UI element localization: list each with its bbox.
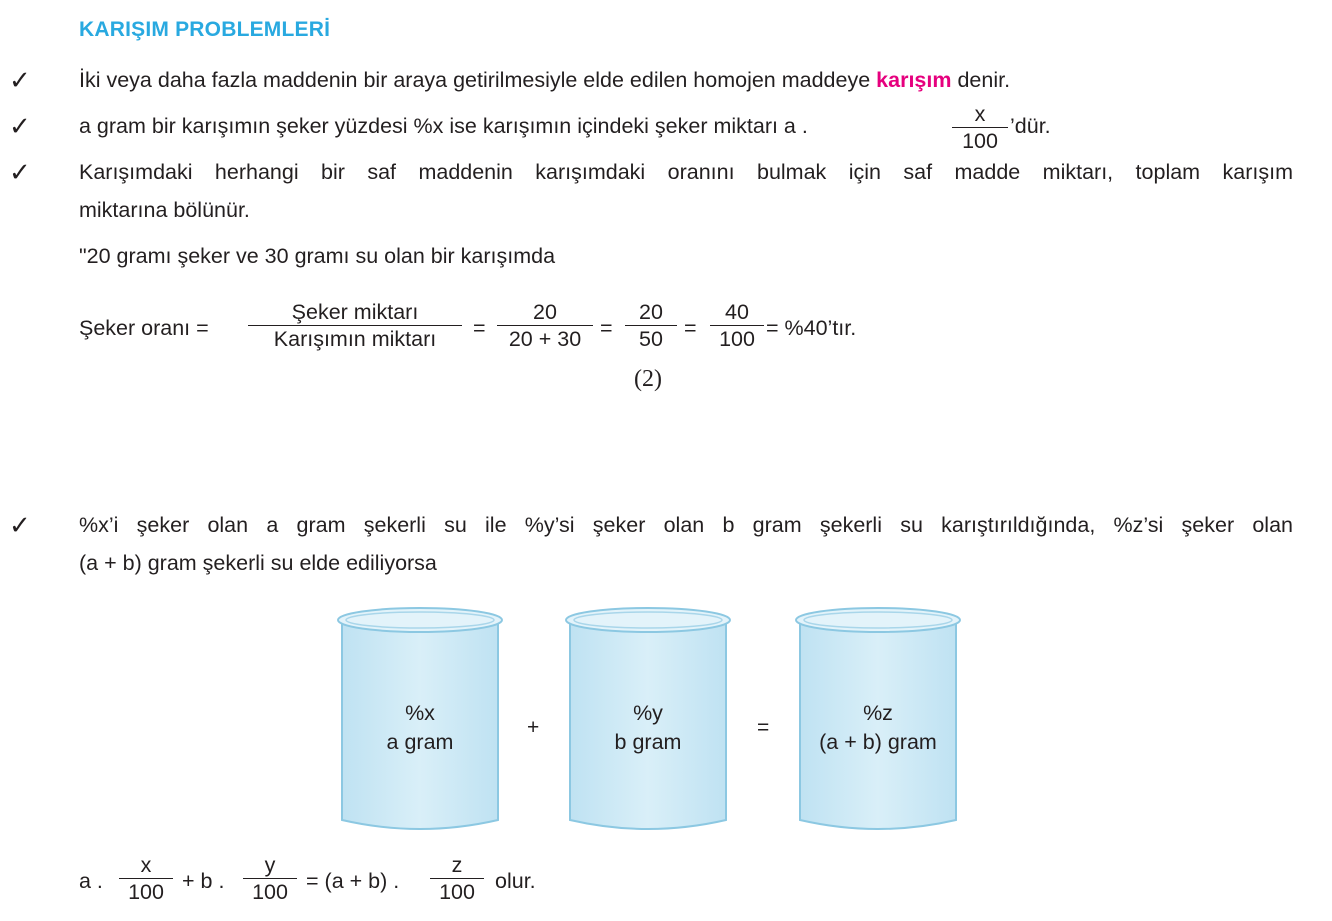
equals-sign: = <box>684 316 697 340</box>
check-icon: ✓ <box>9 112 31 142</box>
denominator: 100 <box>952 127 1008 154</box>
beaker-x-label <box>340 699 500 757</box>
denominator: 100 <box>710 325 764 352</box>
bullet-text-end: denir. <box>951 68 1011 92</box>
final-end: olur. <box>495 869 536 893</box>
bullet-ratio-line1: Karışımdaki herhangi bir saf maddenin karışımdaki oranını bulmak için saf madde miktarı, toplam karışım <box>79 160 1293 184</box>
final-b: + b . <box>182 869 225 893</box>
equals-operator: = <box>757 716 770 739</box>
fraction-x-over-100 <box>952 101 1008 154</box>
fraction-z-over-100 <box>430 852 484 905</box>
fraction-y-over-100 <box>243 852 297 905</box>
denominator: Karışımın miktarı <box>248 325 462 352</box>
final-a: a . <box>79 869 103 893</box>
check-icon: ✓ <box>9 511 31 541</box>
fraction-20-over-50 <box>625 299 677 352</box>
denominator: 50 <box>625 325 677 352</box>
bullet-mixing-line2: (a + b) gram şekerli su elde ediliyorsa <box>79 551 437 575</box>
numerator: z <box>451 853 463 877</box>
bullet-mixture-definition <box>79 65 1010 95</box>
denominator: 100 <box>119 878 173 905</box>
fraction-sugar-over-mixture <box>248 299 462 352</box>
simplify-note: (2) <box>634 366 662 392</box>
formula-label: Şeker oranı = <box>79 316 209 340</box>
beaker-amount: b gram <box>614 730 682 754</box>
numerator: 20 <box>533 300 557 324</box>
beaker-percentage: %z <box>863 701 893 725</box>
beaker-amount: (a + b) gram <box>819 730 937 754</box>
equals-sign: = <box>600 316 613 340</box>
formula-result: = %40’tır. <box>766 316 857 340</box>
bullet-sugar-percentage: a gram bir karışımın şeker yüzdesi %x ise karışımın içindeki şeker miktarı a . <box>79 114 808 138</box>
final-ab: = (a + b) . <box>306 869 400 893</box>
fraction-x-over-100 <box>119 852 173 905</box>
numerator: x <box>140 853 152 877</box>
beaker-y-label <box>568 699 728 757</box>
numerator: x <box>974 102 986 126</box>
section-title: KARIŞIM PROBLEMLERİ <box>79 18 331 41</box>
equals-sign: = <box>473 316 486 340</box>
beaker-z-label <box>798 699 958 757</box>
denominator: 100 <box>243 878 297 905</box>
beaker-percentage: %y <box>633 701 663 725</box>
plus-operator: + <box>527 716 540 739</box>
example-intro: "20 gramı şeker ve 30 gramı su olan bir karışımda <box>79 244 556 268</box>
numerator: Şeker miktarı <box>291 300 419 324</box>
check-icon: ✓ <box>9 158 31 188</box>
numerator: y <box>264 853 276 877</box>
bullet-mixing-line1: %x’i şeker olan a gram şekerli su ile %y’si şeker olan b gram şekerli su karıştırıldığında, %z’si şeker olan <box>79 513 1293 537</box>
beaker-amount: a gram <box>386 730 454 754</box>
denominator: 20 + 30 <box>497 325 593 352</box>
fraction-20-over-20plus30 <box>497 299 593 352</box>
bullet-ratio-line2: miktarına bölünür. <box>79 198 250 222</box>
fraction-40-over-100 <box>710 299 764 352</box>
highlight-term: karışım <box>876 68 952 92</box>
check-icon: ✓ <box>9 66 31 96</box>
bullet-text: İki veya daha fazla maddenin bir araya getirilmesiyle elde edilen homojen maddeye <box>79 68 877 92</box>
denominator: 100 <box>430 878 484 905</box>
numerator: 20 <box>639 300 663 324</box>
beaker-percentage: %x <box>405 701 435 725</box>
bullet-suffix: ’dür. <box>1010 114 1051 138</box>
numerator: 40 <box>725 300 749 324</box>
